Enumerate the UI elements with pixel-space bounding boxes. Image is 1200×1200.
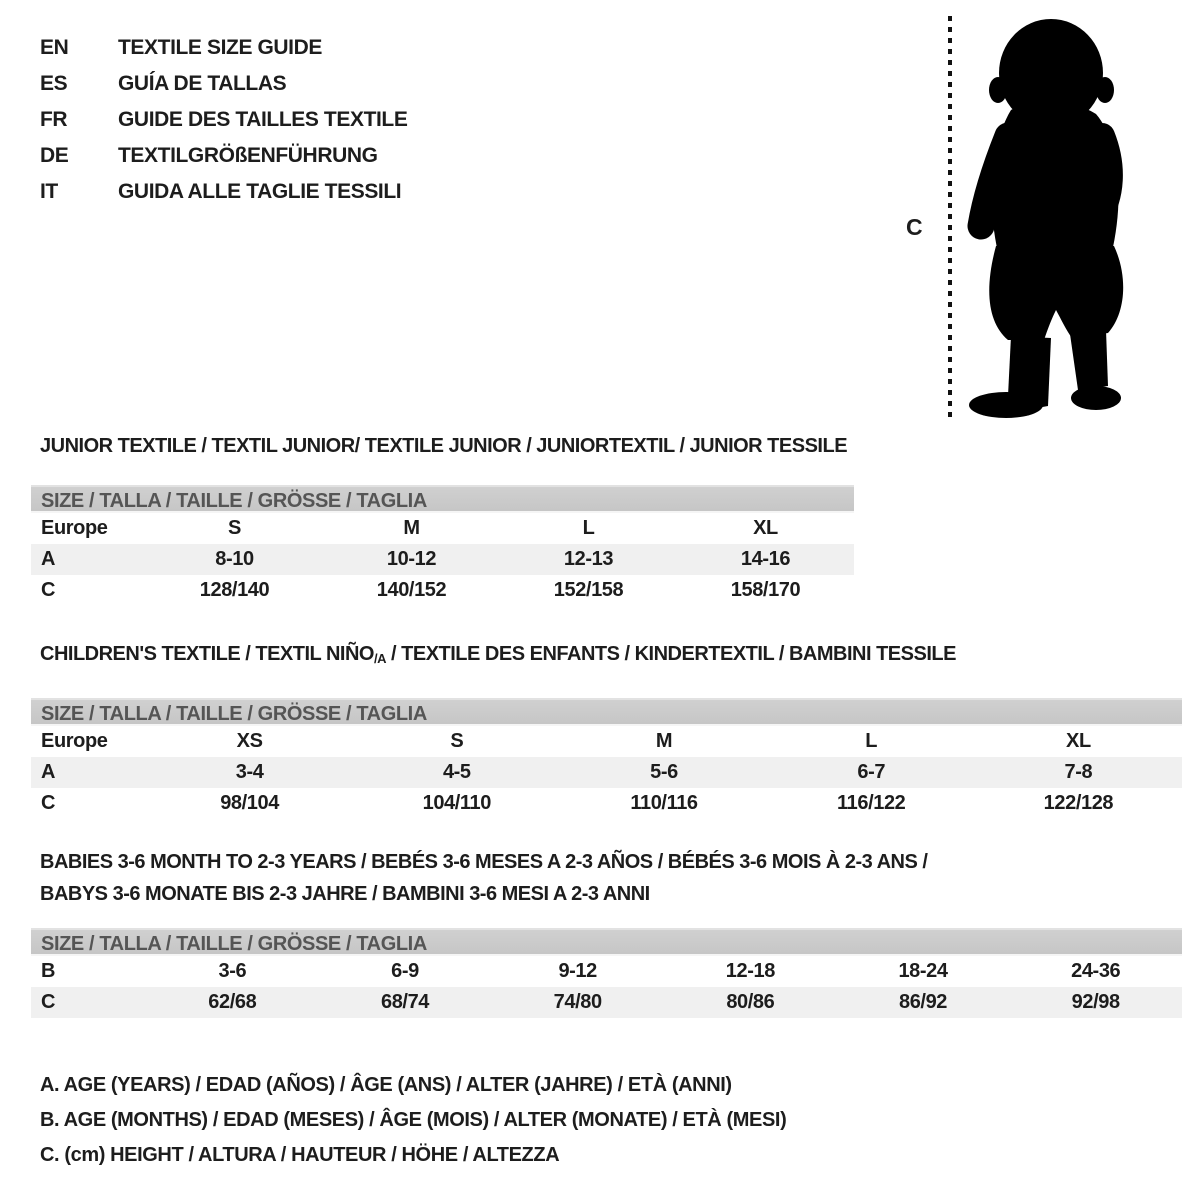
section-title (31, 430, 854, 462)
table-cell: 104/110 (422, 792, 491, 814)
table-cell: 158/170 (730, 579, 801, 601)
table-cell: 128/140 (199, 579, 270, 601)
table-row (31, 513, 854, 544)
language-code: FR (40, 108, 68, 131)
table-cell: L (865, 730, 878, 752)
table-cell: 110/116 (630, 792, 698, 814)
section-childrens-textile (31, 638, 1182, 819)
language-label: GUIDA ALLE TAGLIE TESSILI (118, 180, 402, 203)
table-cell: 152/158 (553, 579, 624, 601)
section-babies-textile (31, 846, 1182, 1018)
language-row (40, 138, 407, 174)
table-cell: 3-6 (218, 960, 247, 982)
table-cell: 62/68 (208, 991, 257, 1013)
table-cell: 3-4 (235, 761, 264, 783)
table-cell: 18-24 (898, 960, 948, 982)
table-cell: 6-9 (391, 960, 419, 982)
table-cell: XS (236, 730, 263, 752)
section-title-line (40, 846, 1182, 878)
section-junior-textile (31, 430, 854, 606)
row-label: A (41, 761, 56, 783)
section-title (31, 638, 1182, 675)
language-code: ES (40, 72, 68, 95)
section-title-line (40, 430, 854, 462)
size-header-bar: SIZE / TALLA / TAILLE / GRÖSSE / TAGLIA (31, 928, 1182, 956)
language-row (40, 174, 407, 210)
junior-size-table (31, 485, 854, 606)
table-cell: S (450, 730, 464, 752)
table-cell: S (228, 517, 241, 539)
children-size-table (31, 698, 1182, 819)
title-segment: CHILDREN'S TEXTILE / TEXTIL NIÑO (40, 643, 374, 665)
table-row (31, 987, 1182, 1018)
height-measure-dashed-line (948, 16, 952, 418)
language-list (40, 30, 407, 210)
title-segment: BABIES 3-6 MONTH TO 2-3 YEARS / BEBÉS 3-6 MESES A 2-3 AÑOS / BÉBÉS 3-6 MOIS À 2-3 ANS / (40, 851, 928, 873)
row-label: C (41, 792, 56, 814)
table-cell: 12-18 (725, 960, 775, 982)
table-cell: 86/92 (898, 991, 948, 1013)
table-cell: 116/122 (837, 792, 906, 814)
table-cell: 122/128 (1043, 792, 1114, 814)
measurement-legend (40, 1068, 786, 1173)
table-cell: 14-16 (740, 548, 791, 570)
size-header-bar: SIZE / TALLA / TAILLE / GRÖSSE / TAGLIA (31, 485, 854, 513)
table-cell: 7-8 (1064, 761, 1093, 783)
language-label: TEXTILGRÖßENFÜHRUNG (118, 144, 378, 167)
section-title-line (40, 638, 1182, 675)
title-segment: / TEXTILE DES ENFANTS / KINDERTEXTIL / BAMBINI TESSILE (385, 643, 956, 665)
title-segment: JUNIOR TEXTILE / TEXTIL JUNIOR/ TEXTILE JUNIOR / JUNIORTEXTIL / JUNIOR TESSILE (40, 435, 848, 457)
size-header-bar: SIZE / TALLA / TAILLE / GRÖSSE / TAGLIA (31, 698, 1182, 726)
table-cell: 74/80 (553, 991, 602, 1013)
babies-size-table (31, 928, 1182, 1018)
language-code: IT (40, 180, 58, 203)
table-cell: 8-10 (215, 548, 254, 570)
table-row (31, 788, 1182, 819)
legend-line: B. AGE (MONTHS) / EDAD (MESES) / ÂGE (MOIS) / ALTER (MONATE) / ETÀ (MESI) (40, 1109, 787, 1131)
table-cell: 6-7 (857, 761, 886, 783)
table-cell: 10-12 (386, 548, 437, 570)
table-row (31, 575, 854, 606)
table-cell: 24-36 (1071, 960, 1121, 982)
table-cell: M (403, 517, 420, 539)
legend-line: A. AGE (YEARS) / EDAD (AÑOS) / ÂGE (ANS) / ALTER (JAHRE) / ETÀ (ANNI) (40, 1074, 732, 1096)
table-cell: L (582, 517, 595, 539)
table-cell: XL (753, 517, 778, 539)
section-title (31, 846, 1182, 910)
table-row (31, 956, 1182, 987)
table-row (31, 726, 1182, 757)
toddler-silhouette-icon (956, 18, 1156, 420)
table-cell: 140/152 (376, 579, 447, 601)
table-cell: 4-5 (442, 761, 471, 783)
table-cell: 92/98 (1071, 991, 1120, 1013)
row-label: B (41, 960, 56, 982)
row-label: A (41, 548, 56, 570)
language-code: DE (40, 144, 69, 167)
table-cell: 68/74 (380, 991, 430, 1013)
language-label: GUIDE DES TAILLES TEXTILE (118, 108, 408, 131)
table-cell: 12-13 (563, 548, 614, 570)
language-row (40, 30, 407, 66)
section-title-line (40, 878, 1182, 910)
row-label: Europe (41, 730, 108, 752)
row-label: C (41, 579, 56, 601)
row-label: C (41, 991, 56, 1013)
language-label: GUÍA DE TALLAS (118, 72, 287, 95)
title-segment: /A (373, 651, 386, 666)
language-row (40, 102, 407, 138)
row-label: Europe (41, 517, 108, 539)
table-cell: 80/86 (726, 991, 775, 1013)
table-cell: M (655, 730, 673, 752)
table-row (31, 544, 854, 575)
title-segment: BABYS 3-6 MONATE BIS 2-3 JAHRE / BAMBINI 3-6 MESI A 2-3 ANNI (40, 883, 650, 905)
table-cell: 5-6 (650, 761, 678, 783)
table-cell: 9-12 (558, 960, 597, 982)
measure-c-label: C (906, 214, 923, 240)
table-cell: XL (1066, 730, 1091, 752)
language-row (40, 66, 407, 102)
legend-line: C. (cm) HEIGHT / ALTURA / HAUTEUR / HÖHE / ALTEZZA (40, 1144, 560, 1166)
language-code: EN (40, 36, 69, 59)
table-cell: 98/104 (220, 792, 279, 814)
table-row (31, 757, 1182, 788)
language-label: TEXTILE SIZE GUIDE (118, 36, 322, 59)
